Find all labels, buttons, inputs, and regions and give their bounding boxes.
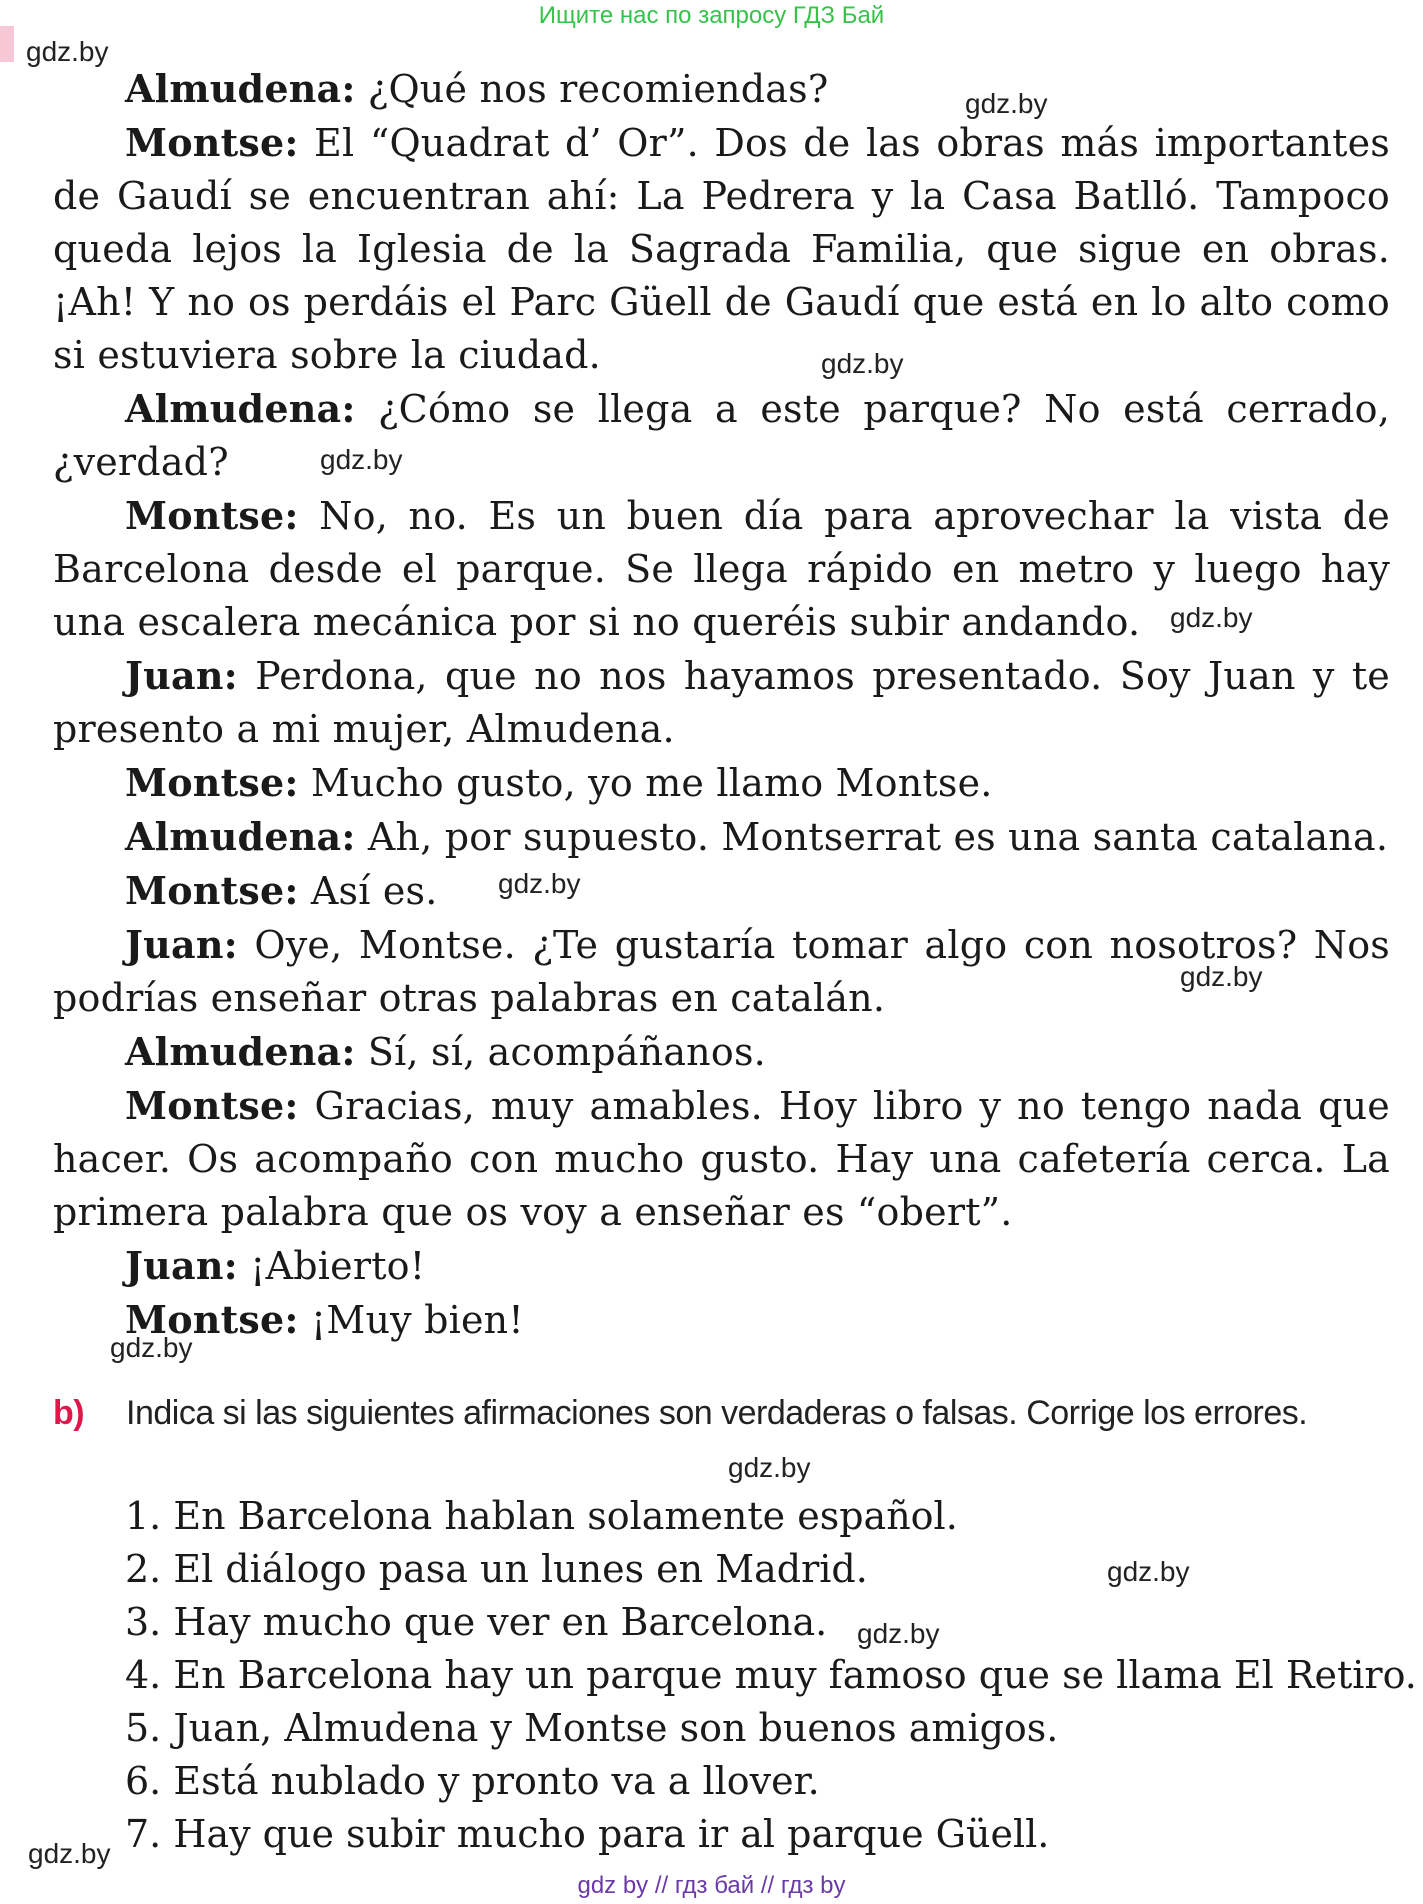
line-text: El “Quadrat d’ Or”. Dos de las obras más importantes de Gaudí se encuentran ahí: La Pedrera y la Casa Batlló. Tampoco queda lejos la Iglesia de la Sagrada Familia, que sigue en obras. ¡Ah! Y no os perdáis el Parc Güell de Gaudí que está en lo alto como si estuviera sobre la ciudad. bbox=[53, 121, 1390, 377]
line-text: Oye, Montse. ¿Te gustaría tomar algo con nosotros? Nos podrías enseñar otras palabras en catalán. bbox=[53, 923, 1390, 1020]
watermark: gdz.by bbox=[965, 88, 1048, 119]
watermark: gdz.by bbox=[110, 1332, 193, 1363]
list-item: 5. Juan, Almudena y Montse son buenos amigos. bbox=[125, 1706, 1059, 1750]
speaker-name: Montse: bbox=[125, 1083, 299, 1128]
watermark: gdz.by bbox=[1107, 1556, 1190, 1587]
speaker-name: Almudena: bbox=[125, 1029, 356, 1074]
list-item: 6. Está nublado y pronto va a llover. bbox=[125, 1759, 820, 1803]
speaker-name: Juan: bbox=[125, 922, 238, 967]
statements-list bbox=[125, 1490, 1417, 1861]
line-text: ¿Qué nos recomiendas? bbox=[355, 67, 829, 111]
speaker-name: Juan: bbox=[125, 653, 238, 698]
dialogue-text bbox=[53, 62, 1390, 1347]
speaker-name: Almudena: bbox=[125, 66, 356, 111]
line-text: ¡Abierto! bbox=[237, 1244, 426, 1288]
speaker-name: Juan: bbox=[125, 1243, 238, 1288]
watermark: gdz.by bbox=[26, 36, 109, 67]
footer-links: gdz by // гдз бай // гдз by bbox=[577, 1872, 846, 1899]
speaker-name: Almudena: bbox=[125, 386, 356, 431]
dialogue-line bbox=[53, 864, 1390, 918]
dialogue-line bbox=[53, 1239, 1390, 1293]
dialogue-line bbox=[53, 1079, 1390, 1239]
dialogue-line bbox=[53, 489, 1390, 649]
task-instruction bbox=[53, 1394, 1393, 1433]
watermark: gdz.by bbox=[728, 1452, 811, 1483]
watermark: gdz.by bbox=[28, 1838, 111, 1869]
speaker-name: Montse: bbox=[125, 493, 299, 538]
list-item: 4. En Barcelona hay un parque muy famoso que se llama El Retiro. bbox=[125, 1653, 1417, 1697]
speaker-name: Montse: bbox=[125, 1297, 299, 1342]
line-text: No, no. Es un buen día para aprovechar la vista de Barcelona desde el parque. Se llega rápido en metro y luego hay una escalera mecánica por si no queréis subir andando. bbox=[53, 494, 1390, 644]
page-corner-mark bbox=[0, 26, 14, 62]
dialogue-line bbox=[53, 1293, 1390, 1347]
task-letter: b) bbox=[53, 1394, 85, 1432]
watermark: gdz.by bbox=[1180, 961, 1263, 992]
dialogue-line bbox=[53, 382, 1390, 489]
task-text: Indica si las siguientes afirmaciones son verdaderas o falsas. Corrige los errores. bbox=[126, 1394, 1308, 1432]
speaker-name: Montse: bbox=[125, 120, 299, 165]
line-text: Perdona, que no nos hayamos presentado. Soy Juan y te presento a mi mujer, Almudena. bbox=[53, 654, 1390, 751]
line-text: Así es. bbox=[298, 869, 438, 913]
list-item: 2. El diálogo pasa un lunes en Madrid. bbox=[125, 1547, 868, 1591]
line-text: ¡Muy bien! bbox=[298, 1298, 524, 1342]
dialogue-line bbox=[53, 62, 1390, 116]
speaker-name: Almudena: bbox=[125, 814, 356, 859]
line-text: Ah, por supuesto. Montserrat es una santa catalana. bbox=[355, 815, 1389, 859]
watermark: gdz.by bbox=[821, 348, 904, 379]
line-text: Mucho gusto, yo me llamo Montse. bbox=[298, 761, 993, 805]
line-text: ¿Cómo se llega a este parque? No está cerrado, ¿verdad? bbox=[53, 387, 1390, 484]
top-banner: Ищите нас по запросу ГДЗ Бай bbox=[538, 2, 885, 29]
list-item: 1. En Barcelona hablan solamente español. bbox=[125, 1494, 958, 1538]
list-item: 3. Hay mucho que ver en Barcelona. bbox=[125, 1600, 828, 1644]
dialogue-line bbox=[53, 649, 1390, 756]
line-text: Gracias, muy amables. Hoy libro y no tengo nada que hacer. Os acompaño con mucho gusto. Hay una cafetería cerca. La primera palabra que os voy a enseñar es “obert”. bbox=[53, 1084, 1390, 1234]
dialogue-line bbox=[53, 918, 1390, 1025]
watermark: gdz.by bbox=[498, 868, 581, 899]
line-text: Sí, sí, acompáñanos. bbox=[355, 1030, 766, 1074]
speaker-name: Montse: bbox=[125, 760, 299, 805]
list-item: 7. Hay que subir mucho para ir al parque Güell. bbox=[125, 1812, 1050, 1856]
dialogue-line bbox=[53, 810, 1390, 864]
watermark: gdz.by bbox=[857, 1618, 940, 1649]
speaker-name: Montse: bbox=[125, 868, 299, 913]
watermark: gdz.by bbox=[320, 444, 403, 475]
watermark: gdz.by bbox=[1170, 602, 1253, 633]
dialogue-line bbox=[53, 1025, 1390, 1079]
dialogue-line bbox=[53, 116, 1390, 382]
dialogue-line bbox=[53, 756, 1390, 810]
